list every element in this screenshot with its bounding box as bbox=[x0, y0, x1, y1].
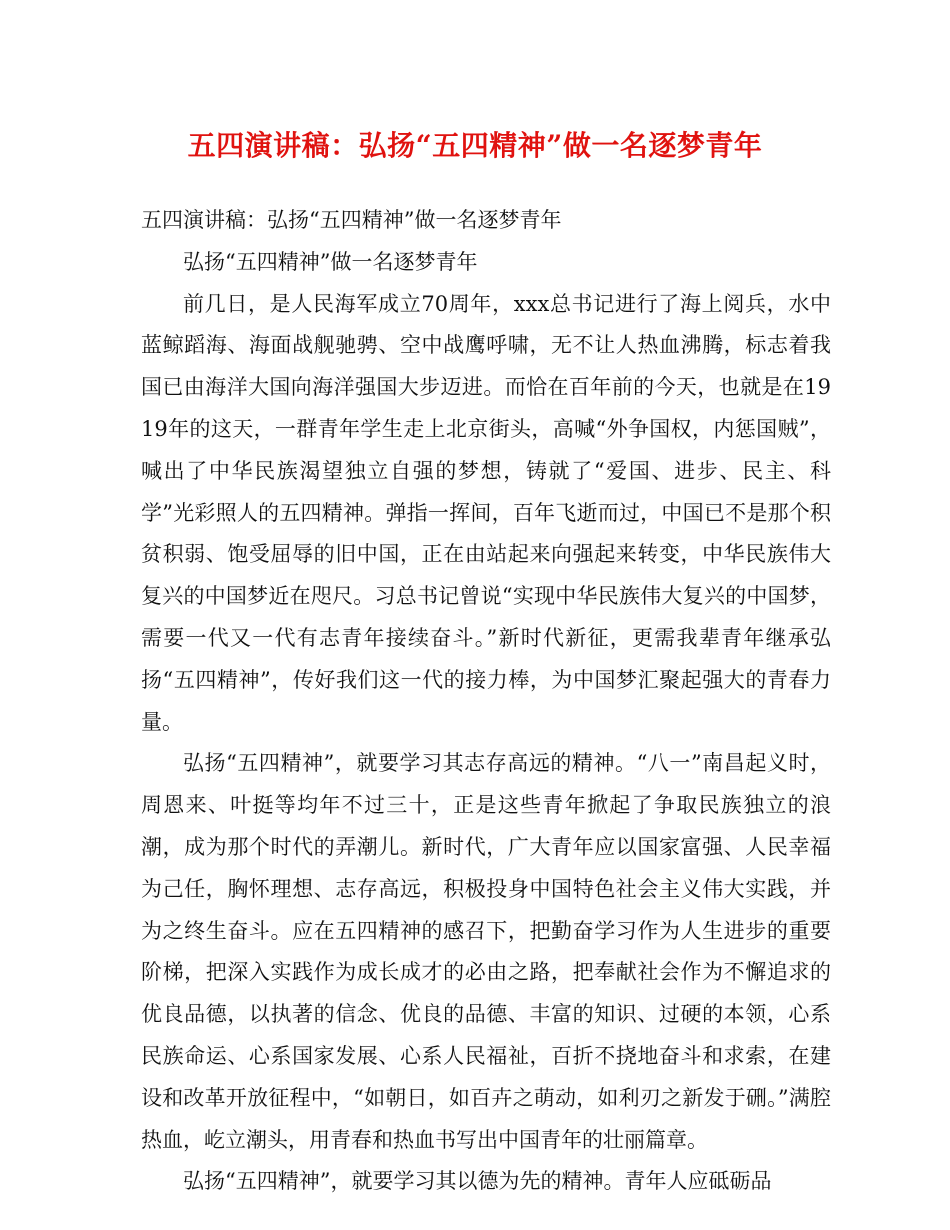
paragraph-heading: 弘扬“五四精神”做一名逐梦青年 bbox=[183, 249, 478, 274]
paragraph-subtitle-repeat: 五四演讲稿：弘扬“五四精神”做一名逐梦青年 bbox=[141, 208, 562, 232]
paragraph-intro: 前几日，是人民海军成立70周年，xxx总书记进行了海上阅兵，水中蓝鲸蹈海、海面战舰驰骋、空中战鹰呼啸，无不让人热血沸腾，标志着我国已由海洋大国向海洋强国大步迈进。而恰在百年前的今天，也就是在1919年的这天，一群青年学生走上北京街头，高喊“外争国权，内惩国贼”，喊出了中华民族渴望独立自强的梦想，铸就了“爱国、进步、民主、科学”光彩照人的五四精神。弹指一挥间，百年飞逝而过，中国已不是那个积贫积弱、饱受屈辱的旧中国，正在由站起来向强起来转变，中华民族伟大复兴的中国梦近在咫尺。习总书记曾说“实现中华民族伟大复兴的中国梦，需要一代又一代有志青年接续奋斗。”新时代新征，更需我辈青年继承弘扬“五四精神”，传好我们这一代的接力棒，为中国梦汇聚起强大的青春力量。 bbox=[141, 291, 831, 734]
document-body bbox=[141, 200, 831, 1203]
paragraph-ambition: 弘扬“五四精神”，就要学习其志存高远的精神。“八一”南昌起义时，周恩来、叶挺等均年不过三十，正是这些青年掀起了争取民族独立的浪潮，成为那个时代的弄潮儿。新时代，广大青年应以国家富强、人民幸福为己任，胸怀理想、志存高远，积极投身中国特色社会主义伟大实践，并为之终生奋斗。应在五四精神的感召下，把勤奋学习作为人生进步的重要阶梯，把深入实践作为成长成才的必由之路，把奉献社会作为不懈追求的优良品德，以执著的信念、优良的品德、丰富的知识、过硬的本领，心系民族命运、心系国家发展、心系人民福祉，百折不挠地奋斗和求索，在建设和改革开放征程中，“如朝日，如百卉之萌动，如利刃之新发于硎。”满腔热血，屹立潮头，用青春和热血书写出中国青年的壮丽篇章。 bbox=[141, 751, 831, 1152]
document-title: 五四演讲稿：弘扬“五四精神”做一名逐梦青年 bbox=[187, 129, 763, 162]
paragraph-virtue: 弘扬“五四精神”，就要学习其以德为先的精神。青年人应砥砺品 bbox=[183, 1169, 772, 1194]
